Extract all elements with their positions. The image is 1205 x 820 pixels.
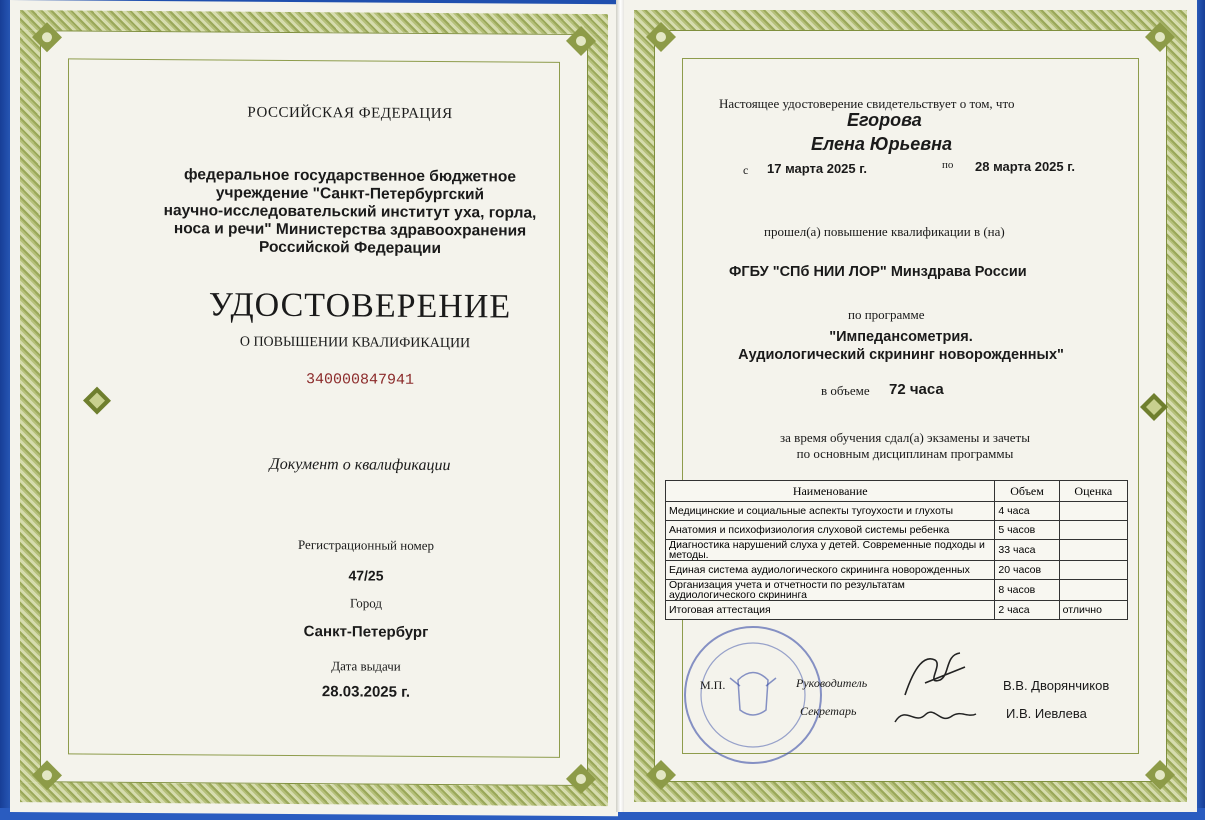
head-signature-icon bbox=[895, 645, 975, 705]
institution-line: научно-исследовательский институт уха, горла, bbox=[163, 202, 537, 222]
institution-name bbox=[10, 165, 618, 260]
corner-ornament-icon bbox=[564, 24, 598, 58]
date-to: 28 марта 2025 г. bbox=[975, 159, 1075, 174]
volume-value: 72 часа bbox=[889, 381, 944, 398]
program-title-line: Аудиологический скрининг новорожденных" bbox=[738, 347, 1064, 363]
city-value: Санкт-Петербург bbox=[303, 623, 429, 641]
discipline-name: Медицинские и социальные аспекты тугоухости и глухоты bbox=[666, 502, 995, 521]
discipline-grade bbox=[1059, 580, 1127, 601]
corner-ornament-icon bbox=[644, 20, 678, 54]
intro-text: Настоящее удостоверение свидетельствует о том, что bbox=[719, 96, 1015, 111]
discipline-name: Диагностика нарушений слуха у детей. Современные подходы и методы. bbox=[666, 540, 995, 561]
exams-text: за время обучения сдал(а) экзамены и зачеты bbox=[780, 430, 1030, 445]
discipline-name: Организация учета и отчетности по результатам аудиологического скрининга bbox=[666, 580, 995, 601]
stamp-label: М.П. bbox=[700, 678, 726, 692]
inner-frame-line bbox=[68, 58, 560, 757]
corner-ornament-icon bbox=[564, 762, 598, 796]
column-header: Оценка bbox=[1059, 481, 1127, 502]
issue-date-label: Дата выдачи bbox=[331, 658, 401, 674]
table-header-row bbox=[666, 481, 1128, 502]
corner-ornament-icon bbox=[30, 758, 64, 792]
discipline-grade bbox=[1059, 521, 1127, 540]
table-row bbox=[666, 601, 1128, 620]
discipline-grade: отлично bbox=[1059, 601, 1127, 620]
official-stamp-icon bbox=[668, 620, 838, 770]
discipline-volume: 33 часа bbox=[995, 540, 1059, 561]
secretary-signature-icon bbox=[890, 700, 980, 730]
discipline-name: Итоговая аттестация bbox=[666, 601, 995, 620]
table-row bbox=[666, 521, 1128, 540]
discipline-name: Анатомия и психофизиология слуховой системы ребенка bbox=[666, 521, 995, 540]
table-row bbox=[666, 540, 1128, 561]
institution-line: учреждение "Санкт-Петербургский bbox=[215, 184, 485, 204]
document-title: УДОСТОВЕРЕНИЕ bbox=[208, 286, 512, 326]
registration-number: 47/25 bbox=[348, 567, 384, 584]
column-header: Объем bbox=[995, 481, 1059, 502]
date-from: 17 марта 2025 г. bbox=[767, 161, 867, 176]
holder-surname: Егорова bbox=[847, 110, 922, 130]
side-ornament-icon bbox=[1139, 392, 1169, 422]
discipline-grade bbox=[1059, 502, 1127, 521]
city-label: Город bbox=[349, 595, 383, 611]
issue-date: 28.03.2025 г. bbox=[321, 683, 411, 701]
document-type: Документ о квалификации bbox=[269, 455, 451, 475]
discipline-volume: 20 часов bbox=[995, 561, 1059, 580]
discipline-volume: 5 часов bbox=[995, 521, 1059, 540]
institution-line: Российской Федерации bbox=[259, 238, 441, 258]
table-row bbox=[666, 580, 1128, 601]
institution-line: федеральное государственное бюджетное bbox=[184, 166, 516, 186]
exams-text: по основным дисциплинам программы bbox=[796, 446, 1014, 461]
discipline-volume: 4 часа bbox=[995, 502, 1059, 521]
head-name: В.В. Дворянчиков bbox=[1003, 678, 1110, 693]
date-to-label: по bbox=[942, 159, 954, 171]
program-label: по программе bbox=[848, 307, 925, 322]
discipline-name: Единая система аудиологического скрининга новорожденных bbox=[666, 561, 995, 580]
country-heading: РОССИЙСКАЯ ФЕДЕРАЦИЯ bbox=[247, 104, 453, 123]
date-from-label: с bbox=[743, 163, 749, 177]
left-page bbox=[10, 0, 618, 816]
document-subtitle: О ПОВЫШЕНИИ КВАЛИФИКАЦИИ bbox=[239, 334, 471, 352]
discipline-grade bbox=[1059, 540, 1127, 561]
discipline-volume: 8 часов bbox=[995, 580, 1059, 601]
organization-name: ФГБУ "СПб НИИ ЛОР" Минздрава России bbox=[729, 264, 1027, 280]
program-title-line: "Импедансометрия. bbox=[829, 329, 973, 345]
passed-label: прошел(а) повышение квалификации в (на) bbox=[764, 224, 1005, 239]
corner-ornament-icon bbox=[30, 20, 64, 54]
disciplines-table bbox=[665, 480, 1128, 620]
corner-ornament-icon bbox=[1143, 758, 1177, 792]
table-row bbox=[666, 502, 1128, 521]
side-ornament-icon bbox=[82, 386, 112, 416]
volume-label: в объеме bbox=[821, 383, 870, 398]
registration-label: Регистрационный номер bbox=[298, 537, 434, 553]
column-header: Наименование bbox=[666, 481, 995, 502]
head-label: Руководитель bbox=[796, 676, 868, 690]
secretary-label: Секретарь bbox=[800, 704, 857, 718]
secretary-name: И.В. Иевлева bbox=[1006, 706, 1087, 721]
discipline-grade bbox=[1059, 561, 1127, 580]
table-row bbox=[666, 561, 1128, 580]
serial-number: 340000847941 bbox=[305, 371, 415, 389]
corner-ornament-icon bbox=[1143, 20, 1177, 54]
discipline-volume: 2 часа bbox=[995, 601, 1059, 620]
institution-line: носа и речи" Министерства здравоохранения bbox=[173, 220, 527, 240]
holder-name: Елена Юрьевна bbox=[811, 134, 953, 154]
